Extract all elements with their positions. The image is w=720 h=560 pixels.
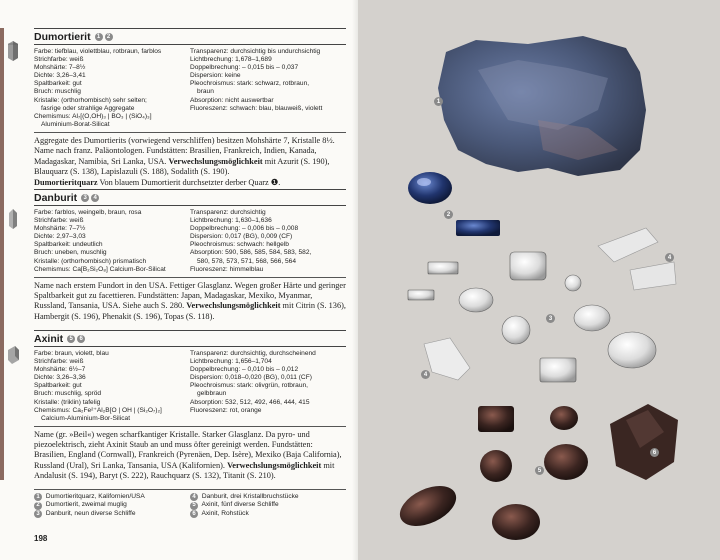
section-tab-strip bbox=[0, 330, 4, 480]
description-main: Aggregate des Dumortierits (vorwiegend verschliffen) besitzen Mohshärte 7, Kristalle 8½. Name nach franz. Paläontologen. Fundstätten: Brasilien, Frankreich, Indien, Kanada, Madagaskar, Namibia, Sri Lanka, USA. bbox=[34, 135, 335, 166]
property: Strichfarbe: weiß bbox=[34, 217, 84, 225]
confusion-text: mit Andalusit (S. 194), Baryt (S. 222), Rauchquarz (S. 132), Titanit (S. 210). bbox=[34, 460, 335, 481]
photo-callout: 1 bbox=[434, 97, 443, 106]
dumortierite-quartz-specimen bbox=[438, 36, 646, 176]
property: Bruch: uneben, muschlig bbox=[34, 249, 107, 257]
orthorhombic-crystal-icon bbox=[6, 40, 20, 62]
description-main: Name (gr. »Beil«) wegen scharfkantiger Kristalle. Starker Glasglanz. Da pyro- und piezoelektrisch, zieht Axinit Staub an und muss öfter gereinigt werden. Fundstätten: Brasilien, England (Cornwall), Frankreich (Pyrenäen, Dep. Isère), Mexiko (Baja California), Russland (Ural), Sri Lanka, Tansania, USA (Kalifornien). bbox=[34, 429, 342, 470]
property: Lichtbrechung: 1,656–1,704 bbox=[190, 358, 272, 366]
photo-legend bbox=[34, 489, 346, 518]
property: Strichfarbe: weiß bbox=[34, 56, 84, 64]
gem-photo bbox=[358, 0, 720, 560]
legend-item bbox=[34, 493, 190, 501]
property: fasrige oder strahlige Aggregate bbox=[41, 104, 135, 112]
confusion-text: mit Azurit (S. 190), Blauquarz (S. 138), Lapislazuli (S. 188), Sodalith (S. 190). bbox=[34, 156, 330, 176]
description-main: Name nach erstem Fundort in den USA. Fettiger Glasglanz. Wegen großer Härte und geringer Spaltbarkeit gut zu facettieren. Fundstätten: Japan, Madagaskar, Mexiko, Myanmar, Russland, Tansania, USA. Siehe auch S. 280. bbox=[34, 280, 346, 311]
variety-text bbox=[34, 178, 346, 188]
photo-ref-badge: 5 bbox=[67, 335, 75, 343]
legend-item bbox=[190, 501, 346, 509]
section-heading bbox=[34, 28, 346, 45]
description-text bbox=[34, 136, 346, 177]
property: Bruch: muschlig bbox=[34, 88, 81, 96]
section-danburit bbox=[34, 189, 346, 322]
property: Farbe: braun, violett, blau bbox=[34, 350, 109, 357]
property: Pleochroismus: stark: olivgrün, rotbraun, bbox=[190, 382, 309, 390]
legend-text: Danburit, drei Kristallbruchstücke bbox=[201, 493, 299, 500]
properties-table bbox=[34, 48, 346, 129]
property: Transparenz: durchsichtig bis undurchsichtig bbox=[190, 48, 321, 55]
divider bbox=[34, 132, 346, 133]
section-heading bbox=[34, 330, 346, 347]
variety-name: Dumortieritquarz bbox=[34, 178, 98, 188]
legend-number: 5 bbox=[190, 502, 198, 510]
property: Kristalle: (orthorhombisch) prismatisch bbox=[34, 257, 147, 265]
description-text bbox=[34, 430, 346, 481]
left-page bbox=[0, 0, 358, 560]
property: Dichte: 2,97–3,03 bbox=[34, 233, 86, 241]
properties-right bbox=[190, 350, 346, 423]
legend-number: 1 bbox=[34, 493, 42, 501]
photo-ref-badge: 4 bbox=[91, 194, 99, 202]
legend-number: 6 bbox=[190, 510, 198, 518]
section-heading bbox=[34, 189, 346, 206]
property: Pleochroismus: schwach: hellgelb bbox=[190, 241, 289, 249]
property: Fluoreszenz: rot, orange bbox=[190, 406, 262, 414]
property: Spaltbarkeit: gut bbox=[34, 382, 82, 390]
properties-table bbox=[34, 209, 346, 274]
properties-right bbox=[190, 209, 346, 274]
property: Farbe: farblos, weingelb, braun, rosa bbox=[34, 209, 142, 216]
mineral-name: Dumortierit bbox=[34, 30, 91, 43]
property: Doppelbrechung: – 0,006 bis – 0,008 bbox=[190, 225, 299, 233]
legend-item bbox=[190, 510, 346, 518]
property: braun bbox=[197, 88, 214, 96]
property: Mohshärte: 7–8½ bbox=[34, 64, 86, 72]
axinite-cuts bbox=[394, 406, 588, 540]
property: Spaltbarkeit: gut bbox=[34, 80, 82, 88]
property: 580, 578, 573, 571, 568, 566, 564 bbox=[197, 257, 296, 265]
property: Farbe: tiefblau, violettblau, rotbraun, farblos bbox=[34, 48, 162, 55]
property: Kristalle: (triklin) tafelig bbox=[34, 398, 101, 406]
legend-right bbox=[190, 493, 346, 518]
property: gelbbraun bbox=[197, 390, 227, 398]
photo-callout: 4 bbox=[421, 370, 430, 379]
legend-text: Dumortierit, zweimal muglig bbox=[45, 501, 127, 509]
property: Strichfarbe: weiß bbox=[34, 358, 84, 366]
properties-left bbox=[34, 48, 190, 129]
mineral-name: Axinit bbox=[34, 332, 64, 345]
legend-item bbox=[34, 510, 190, 518]
property: Doppelbrechung: – 0,015 bis – 0,037 bbox=[190, 64, 299, 72]
confusion-text: mit Citrin (S. 136), Hambergit (S. 196), Phenakit (S. 196), Topas (S. 118). bbox=[34, 301, 346, 321]
property: Absorption: 590, 586, 585, 584, 583, 582, bbox=[190, 249, 312, 257]
photo-callout: 5 bbox=[535, 466, 544, 475]
section-dumortierit bbox=[34, 28, 346, 188]
photo-callout: 3 bbox=[546, 314, 555, 323]
property: Dichte: 3,26–3,41 bbox=[34, 72, 86, 80]
legend-item bbox=[190, 493, 346, 501]
photo-plate bbox=[358, 0, 720, 560]
property: Mohshärte: 6½–7 bbox=[34, 366, 86, 374]
properties-left bbox=[34, 209, 190, 274]
property: Bruch: muschlig, spröd bbox=[34, 390, 102, 398]
photo-ref-badge: 3 bbox=[81, 194, 89, 202]
property: Absorption: 532, 512, 492, 466, 444, 415 bbox=[190, 398, 310, 406]
property: Dispersion: 0,017 (BG), 0,009 (CF) bbox=[190, 233, 293, 241]
legend-item bbox=[34, 501, 190, 509]
prismatic-crystal-icon bbox=[6, 208, 20, 230]
section-tab-strip bbox=[0, 196, 4, 330]
property: Dichte: 3,26–3,36 bbox=[34, 374, 86, 382]
property: Transparenz: durchsichtig bbox=[190, 209, 266, 216]
property: Calcium-Aluminium-Bor-Silicat bbox=[41, 414, 131, 422]
photo-ref-badge: 2 bbox=[105, 33, 113, 41]
photo-ref-badge: 6 bbox=[77, 335, 85, 343]
property: Chemismus: Al₇[(O,OH)₃ | BO₃ | (SiO₄)₃] bbox=[34, 112, 152, 120]
property: Fluoreszenz: schwach: blau, blauweiß, violett bbox=[190, 104, 323, 112]
property: Transparenz: durchsichtig, durchscheinend bbox=[190, 350, 316, 357]
property: Mohshärte: 7–7½ bbox=[34, 225, 86, 233]
divider bbox=[34, 277, 346, 278]
legend-text: Dumortieritquarz, Kalifornien/USA bbox=[45, 493, 145, 500]
property: Spaltbarkeit: undeutlich bbox=[34, 241, 103, 249]
confusion-label: Verwechslungsmöglichkeit bbox=[227, 460, 322, 470]
description-text bbox=[34, 281, 346, 322]
photo-callout: 4 bbox=[665, 253, 674, 262]
property: Lichtbrechung: 1,630–1,636 bbox=[190, 217, 272, 225]
property: Lichtbrechung: 1,678–1,689 bbox=[190, 56, 272, 64]
property: Absorption: nicht auswertbar bbox=[190, 96, 274, 104]
property: Doppelbrechung: – 0,010 bis – 0,012 bbox=[190, 366, 299, 374]
section-axinit bbox=[34, 330, 346, 481]
photo-callout: 2 bbox=[444, 210, 453, 219]
properties-table bbox=[34, 350, 346, 423]
legend-number: 4 bbox=[190, 493, 198, 501]
dumortierite-baguette bbox=[456, 220, 500, 236]
legend-text: Axinit, fünf diverse Schliffe bbox=[201, 501, 279, 509]
photo-callout: 6 bbox=[650, 448, 659, 457]
property: Chemismus: Ca₂Fe²⁺Al₂B[O | OH | (Si₂O₇)₂] bbox=[34, 406, 162, 414]
mineral-name: Danburit bbox=[34, 191, 78, 204]
dumortierite-cabochon bbox=[408, 172, 452, 204]
properties-right bbox=[190, 48, 346, 129]
legend-left bbox=[34, 493, 190, 518]
legend-text: Axinit, Rohstück bbox=[201, 509, 249, 517]
property: Aluminium-Borat-Silicat bbox=[41, 120, 110, 128]
photo-ref-badge: 1 bbox=[95, 33, 103, 41]
confusion-label: Verwechslungsmöglichkeit bbox=[186, 301, 281, 311]
property: Dispersion: 0,018–0,020 (BG), 0,011 (CF) bbox=[190, 374, 312, 382]
confusion-label: Verwechslungsmöglichkeit bbox=[168, 156, 263, 166]
properties-left bbox=[34, 350, 190, 423]
page-number: 198 bbox=[34, 534, 48, 543]
property: Fluoreszenz: himmelblau bbox=[190, 265, 264, 273]
property: Dispersion: keine bbox=[190, 72, 241, 80]
property: Pleochroismus: stark: schwarz, rotbraun, bbox=[190, 80, 310, 88]
section-tab-strip bbox=[0, 28, 4, 196]
legend-number: 2 bbox=[34, 502, 42, 510]
legend-text: Danburit, neun diverse Schliffe bbox=[45, 509, 136, 517]
legend-number: 3 bbox=[34, 510, 42, 518]
variety-description: Von blauem Dumortierit durchsetzter derber Quarz ❶. bbox=[97, 178, 281, 188]
divider bbox=[34, 426, 346, 427]
triclinic-crystal-icon bbox=[6, 344, 20, 366]
property: Kristalle: (orthorhombisch) sehr selten; bbox=[34, 96, 147, 104]
property: Chemismus: Ca[B₂Si₂O₈] Calcium-Bor-Silicat bbox=[34, 265, 166, 273]
